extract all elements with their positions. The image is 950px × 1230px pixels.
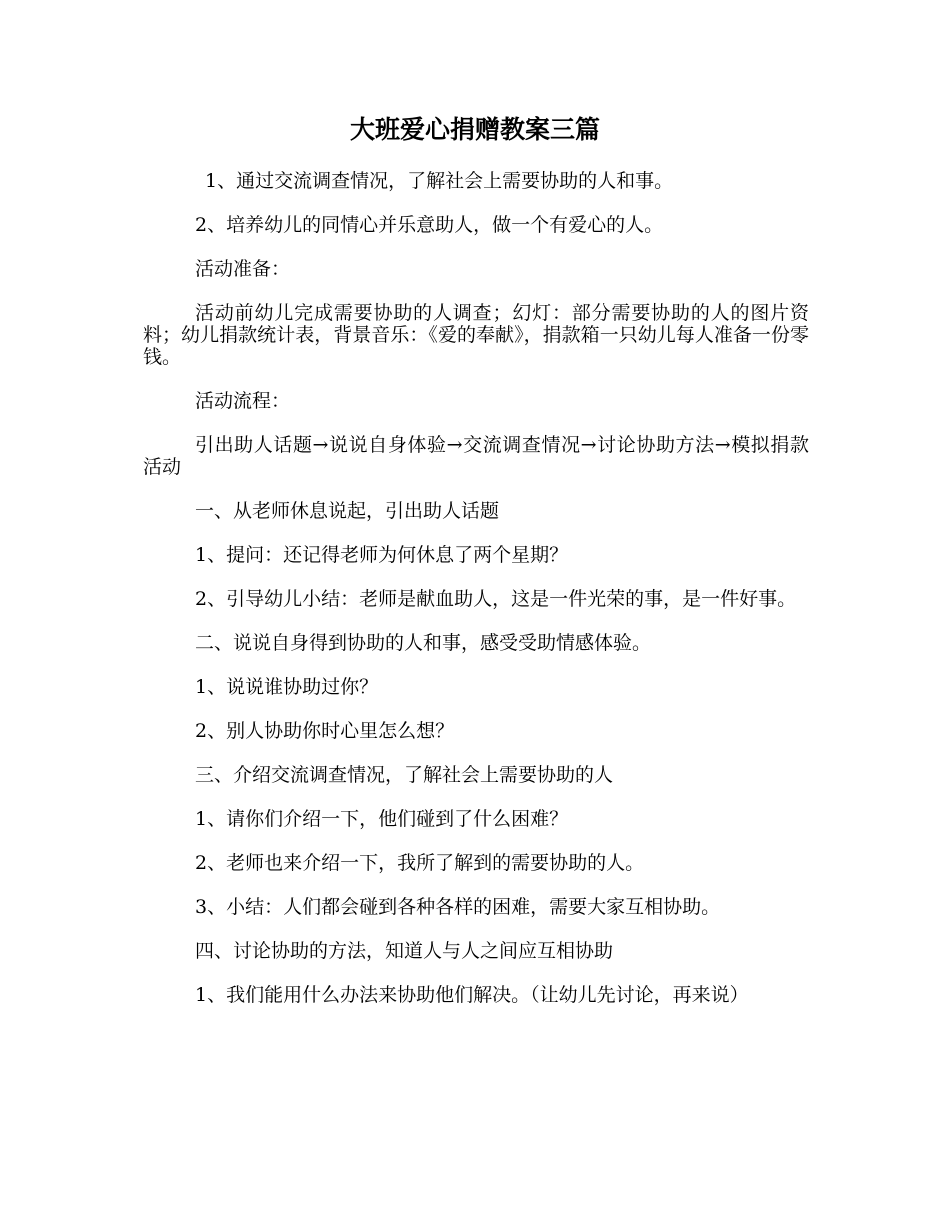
paragraph-step-2-item-1: 1、说说谁协助过你？: [195, 676, 379, 698]
paragraph-goal-2: 2、培养幼儿的同情心并乐意助人，做一个有爱心的人。: [195, 214, 664, 236]
paragraph-step-3-item-3: 3、小结：人们都会碰到各种各样的困难，需要大家互相协助。: [195, 896, 721, 918]
document-title: 大班爱心捐赠教案三篇: [349, 115, 600, 144]
section-heading-process: 活动流程：: [195, 390, 291, 412]
section-heading-step-4: 四、讨论协助的方法，知道人与人之间应互相协助: [195, 940, 614, 962]
paragraph-step-3-item-2: 2、老师也来介绍一下，我所了解到的需要协助的人。: [195, 852, 645, 874]
paragraph-goal-1: 1、通过交流调查情况，了解社会上需要协助的人和事。: [205, 170, 674, 192]
paragraph-step-2-item-2: 2、别人协助你时心里怎么想？: [195, 720, 455, 742]
paragraph-step-1-item-2: 2、引导幼儿小结：老师是献血助人，这是一件光荣的事，是一件好事。: [195, 588, 797, 610]
paragraph-process-flow: 引出助人话题→说说自身体验→交流调查情况→讨论协助方法→模拟捐款活动: [143, 434, 809, 478]
paragraph-step-4-item-1: 1、我们能用什么办法来协助他们解决。（让幼儿先讨论，再来说）: [195, 984, 749, 1006]
paragraph-step-3-item-1: 1、请你们介绍一下，他们碰到了什么困难？: [195, 808, 569, 830]
paragraph-preparation: 活动前幼儿完成需要协助的人调查；幻灯：部分需要协助的人的图片资料；幼儿捐款统计表，背景音乐：《爱的奉献》，捐款箱一只幼儿每人准备一份零钱。: [143, 302, 809, 368]
document-body: [143, 170, 809, 1028]
paragraph-step-1-item-1: 1、提问：还记得老师为何休息了两个星期？: [195, 544, 569, 566]
section-heading-step-2: 二、说说自身得到协助的人和事，感受受助情感体验。: [195, 632, 652, 654]
section-heading-preparation: 活动准备：: [195, 258, 291, 280]
section-heading-step-3: 三、介绍交流调查情况，了解社会上需要协助的人: [195, 764, 614, 786]
section-heading-step-1: 一、从老师休息说起，引出助人话题: [195, 500, 500, 522]
